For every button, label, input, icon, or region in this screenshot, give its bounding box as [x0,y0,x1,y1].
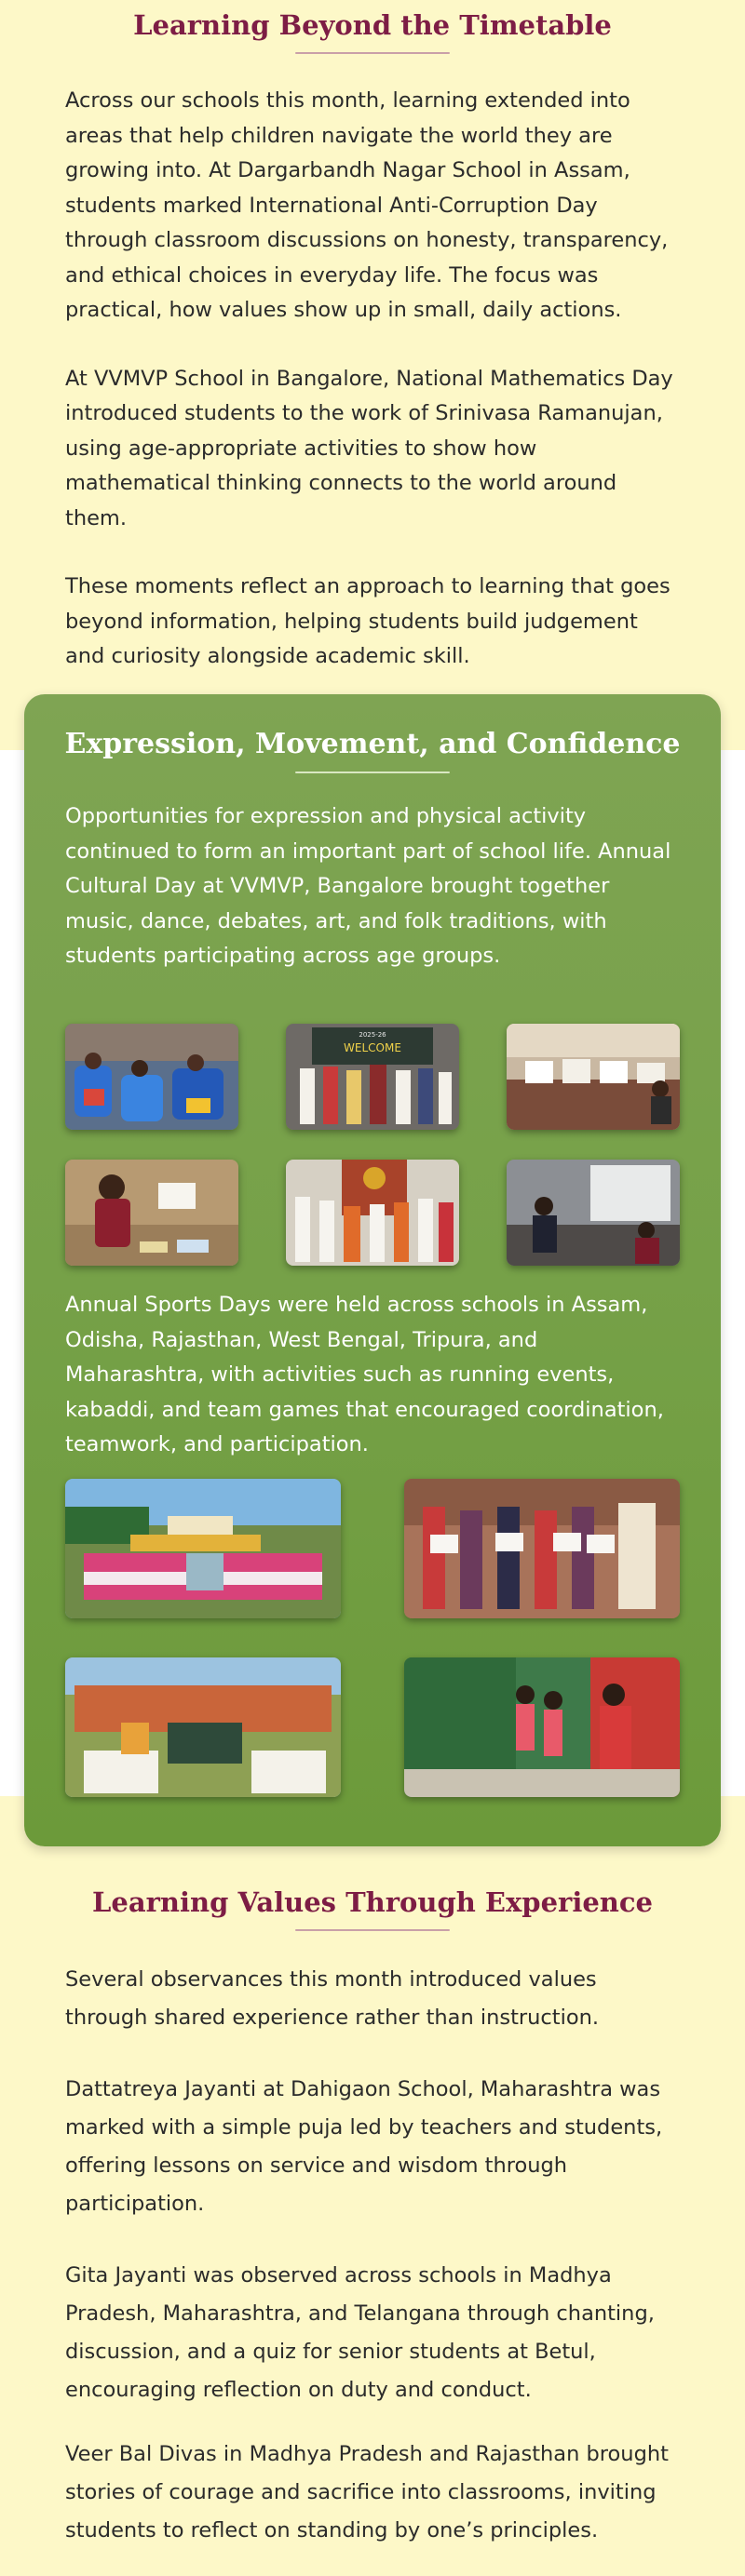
paragraph: Dattatreya Jayanti at Dahigaon School, Maharashtra was marked with a simple puja led by teachers and students, offering lessons on service and wisdom through participation. [65,2077,663,2216]
photo-prize-giving [404,1657,680,1797]
paragraph: These moments reflect an approach to learning that goes beyond information, helping students build judgement and curiosity alongside academic skill. [65,574,670,668]
photo-welcome-group [286,1024,459,1130]
paragraph: At VVMVP School in Bangalore, National Mathematics Day introduced students to the work of Srinivasa Ramanujan, using age-appropriate activities to show how mathematical thinking connects to the world around them. [65,366,673,530]
sports-paragraph: Annual Sports Days were held across schools in Assam, Odisha, Rajasthan, West Bengal, Tripura, and Maharashtra, with activities such as running events, kabaddi, and team games that encouraged coordination, teamwork, and participation. [65,1293,664,1456]
section-title: Learning Values Through Experience [92,1886,653,1918]
photo-presentation [507,1160,680,1266]
photo-girl-crafts [65,1160,238,1266]
photo-sports-assembly [65,1479,341,1618]
photo-certificates [404,1479,680,1618]
paragraph: Several observances this month introduced values through shared experience rather than instruction. [65,1967,600,2030]
section-title: Expression, Movement, and Confidence [64,728,681,760]
banner-year-text: 2025-26 [359,1031,386,1039]
paragraph: Gita Jayanti was observed across schools in Madhya Pradesh, Maharashtra, and Telangana through chanting, discussion, and a quiz for senior students at Betul, encouraging reflection on duty and conduct. [65,2263,655,2402]
section-learning-values [0,1886,745,2550]
photo-dance-performance [286,1160,459,1266]
welcome-banner-text: WELCOME [344,1041,401,1054]
expression-panel [24,694,721,1846]
section-title: Learning Beyond the Timetable [133,9,612,41]
photo-group-banner [65,1657,341,1797]
intro-paragraph: Opportunities for expression and physical activity continued to form an important part of school life. Annual Cultural Day at VVMVP, Bangalore brought together music, dance, debates, art, and folk traditions, with students participating across age groups. [65,804,671,968]
photo-art-display [507,1024,680,1130]
paragraph: Across our schools this month, learning extended into areas that help children navigate the world they are growing into. At Dargarbandh Nagar School in Assam, students marked International Anti-Corruption Day through classroom discussions on honesty, transparency, and ethical choices in everyday life. The focus was practical, how values show up in small, daily actions. [65,88,669,322]
photo-classroom-children [65,1024,238,1130]
paragraph: Veer Bal Divas in Madhya Pradesh and Rajasthan brought stories of courage and sacrifice into classrooms, inviting students to reflect on standing by one’s principles. [65,2442,669,2542]
section-learning-beyond [0,9,745,675]
